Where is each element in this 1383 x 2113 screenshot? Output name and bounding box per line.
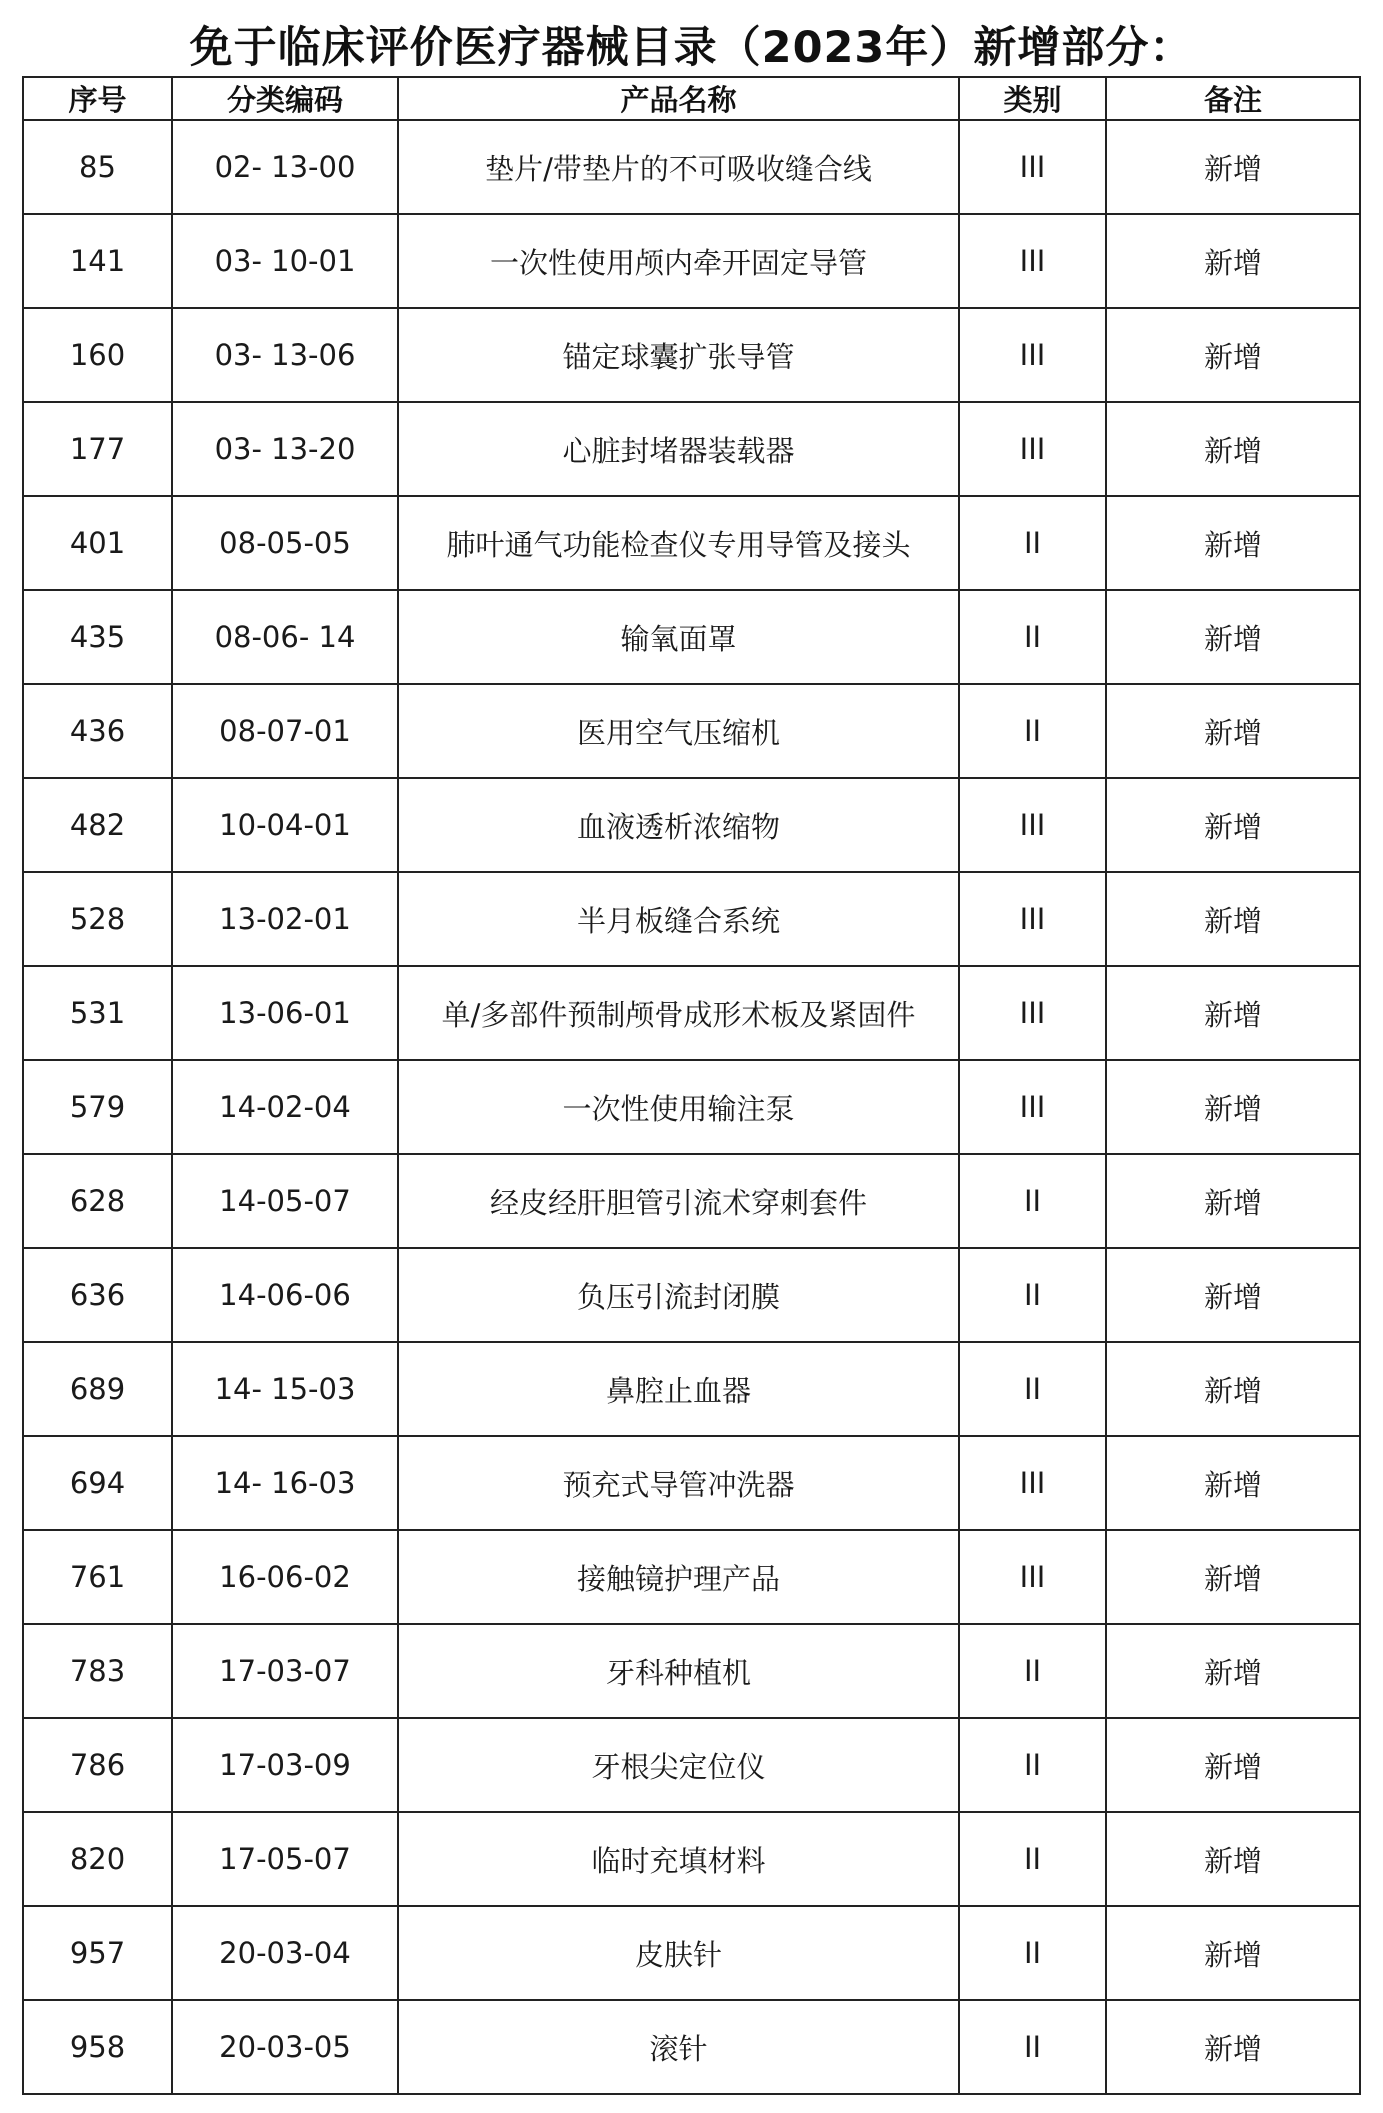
cell-serial-number: 761 [23,1530,172,1624]
cell-category: III [959,966,1106,1060]
cell-classification-code: 17-03-07 [172,1624,398,1718]
table-row [23,214,1360,308]
cell-product-name: 半月板缝合系统 [398,872,959,966]
cell-remarks: 新增 [1106,778,1360,872]
cell-category: III [959,120,1106,214]
cell-remarks: 新增 [1106,590,1360,684]
cell-product-name: 医用空气压缩机 [398,684,959,778]
cell-serial-number: 579 [23,1060,172,1154]
cell-serial-number: 401 [23,496,172,590]
cell-remarks: 新增 [1106,402,1360,496]
cell-classification-code: 17-03-09 [172,1718,398,1812]
cell-classification-code: 14- 16-03 [172,1436,398,1530]
table-row [23,1718,1360,1812]
cell-serial-number: 528 [23,872,172,966]
table-row [23,590,1360,684]
cell-category: II [959,1812,1106,1906]
cell-classification-code: 14-02-04 [172,1060,398,1154]
cell-category: II [959,1624,1106,1718]
table-row [23,496,1360,590]
cell-category: II [959,2000,1106,2094]
header-product-name: 产品名称 [398,77,959,120]
cell-remarks: 新增 [1106,308,1360,402]
header-serial-number: 序号 [23,77,172,120]
cell-category: III [959,402,1106,496]
cell-category: II [959,496,1106,590]
table-row [23,1060,1360,1154]
cell-serial-number: 628 [23,1154,172,1248]
table-row [23,966,1360,1060]
table-row [23,402,1360,496]
table-row [23,1154,1360,1248]
table-row [23,872,1360,966]
table-row [23,308,1360,402]
header-category: 类别 [959,77,1106,120]
table-row [23,120,1360,214]
cell-product-name: 一次性使用输注泵 [398,1060,959,1154]
cell-category: II [959,1718,1106,1812]
cell-category: II [959,1342,1106,1436]
table-row [23,1436,1360,1530]
cell-classification-code: 20-03-05 [172,2000,398,2094]
cell-serial-number: 531 [23,966,172,1060]
cell-classification-code: 13-02-01 [172,872,398,966]
table-row [23,1812,1360,1906]
cell-serial-number: 958 [23,2000,172,2094]
cell-category: II [959,1906,1106,2000]
cell-product-name: 经皮经肝胆管引流术穿刺套件 [398,1154,959,1248]
cell-product-name: 负压引流封闭膜 [398,1248,959,1342]
cell-remarks: 新增 [1106,1718,1360,1812]
cell-category: II [959,1248,1106,1342]
cell-product-name: 锚定球囊扩张导管 [398,308,959,402]
cell-classification-code: 13-06-01 [172,966,398,1060]
table-row [23,1624,1360,1718]
cell-remarks: 新增 [1106,1812,1360,1906]
cell-classification-code: 14-06-06 [172,1248,398,1342]
cell-product-name: 垫片/带垫片的不可吸收缝合线 [398,120,959,214]
cell-category: III [959,1436,1106,1530]
cell-category: III [959,778,1106,872]
cell-remarks: 新增 [1106,1248,1360,1342]
cell-serial-number: 160 [23,308,172,402]
cell-serial-number: 786 [23,1718,172,1812]
cell-classification-code: 14- 15-03 [172,1342,398,1436]
cell-remarks: 新增 [1106,2000,1360,2094]
cell-product-name: 心脏封堵器装载器 [398,402,959,496]
cell-category: III [959,1060,1106,1154]
cell-classification-code: 14-05-07 [172,1154,398,1248]
table-row [23,684,1360,778]
cell-remarks: 新增 [1106,1436,1360,1530]
device-catalog-table [22,76,1361,2095]
cell-product-name: 滚针 [398,2000,959,2094]
page-title: 免于临床评价医疗器械目录（2023年）新增部分： [189,23,1194,73]
cell-category: III [959,308,1106,402]
cell-classification-code: 16-06-02 [172,1530,398,1624]
cell-product-name: 单/多部件预制颅骨成形术板及紧固件 [398,966,959,1060]
cell-remarks: 新增 [1106,120,1360,214]
cell-product-name: 接触镜护理产品 [398,1530,959,1624]
cell-remarks: 新增 [1106,1060,1360,1154]
cell-serial-number: 957 [23,1906,172,2000]
cell-serial-number: 85 [23,120,172,214]
table-row [23,778,1360,872]
cell-serial-number: 482 [23,778,172,872]
cell-remarks: 新增 [1106,1342,1360,1436]
cell-product-name: 一次性使用颅内牵开固定导管 [398,214,959,308]
cell-remarks: 新增 [1106,1154,1360,1248]
cell-serial-number: 820 [23,1812,172,1906]
cell-product-name: 临时充填材料 [398,1812,959,1906]
cell-serial-number: 435 [23,590,172,684]
cell-classification-code: 08-06- 14 [172,590,398,684]
table-header-row [23,77,1360,120]
cell-product-name: 血液透析浓缩物 [398,778,959,872]
cell-remarks: 新增 [1106,872,1360,966]
table-row [23,2000,1360,2094]
cell-classification-code: 17-05-07 [172,1812,398,1906]
table-body [23,120,1360,2094]
table-row [23,1342,1360,1436]
cell-product-name: 皮肤针 [398,1906,959,2000]
cell-product-name: 预充式导管冲洗器 [398,1436,959,1530]
cell-classification-code: 03- 10-01 [172,214,398,308]
table-row [23,1248,1360,1342]
cell-remarks: 新增 [1106,1624,1360,1718]
cell-classification-code: 10-04-01 [172,778,398,872]
header-classification-code: 分类编码 [172,77,398,120]
cell-remarks: 新增 [1106,1906,1360,2000]
cell-category: II [959,1154,1106,1248]
cell-remarks: 新增 [1106,1530,1360,1624]
cell-classification-code: 03- 13-20 [172,402,398,496]
cell-category: III [959,214,1106,308]
cell-serial-number: 177 [23,402,172,496]
cell-category: II [959,684,1106,778]
cell-classification-code: 20-03-04 [172,1906,398,2000]
table-row [23,1530,1360,1624]
cell-classification-code: 08-07-01 [172,684,398,778]
header-remarks: 备注 [1106,77,1360,120]
cell-product-name: 牙科种植机 [398,1624,959,1718]
cell-serial-number: 694 [23,1436,172,1530]
cell-product-name: 输氧面罩 [398,590,959,684]
cell-classification-code: 02- 13-00 [172,120,398,214]
cell-serial-number: 436 [23,684,172,778]
cell-product-name: 肺叶通气功能检查仪专用导管及接头 [398,496,959,590]
cell-remarks: 新增 [1106,214,1360,308]
table-row [23,1906,1360,2000]
cell-classification-code: 08-05-05 [172,496,398,590]
cell-serial-number: 141 [23,214,172,308]
cell-category: II [959,590,1106,684]
cell-category: III [959,1530,1106,1624]
cell-serial-number: 689 [23,1342,172,1436]
cell-classification-code: 03- 13-06 [172,308,398,402]
cell-remarks: 新增 [1106,496,1360,590]
cell-category: III [959,872,1106,966]
cell-product-name: 鼻腔止血器 [398,1342,959,1436]
cell-serial-number: 636 [23,1248,172,1342]
cell-remarks: 新增 [1106,966,1360,1060]
cell-serial-number: 783 [23,1624,172,1718]
cell-product-name: 牙根尖定位仪 [398,1718,959,1812]
cell-remarks: 新增 [1106,684,1360,778]
